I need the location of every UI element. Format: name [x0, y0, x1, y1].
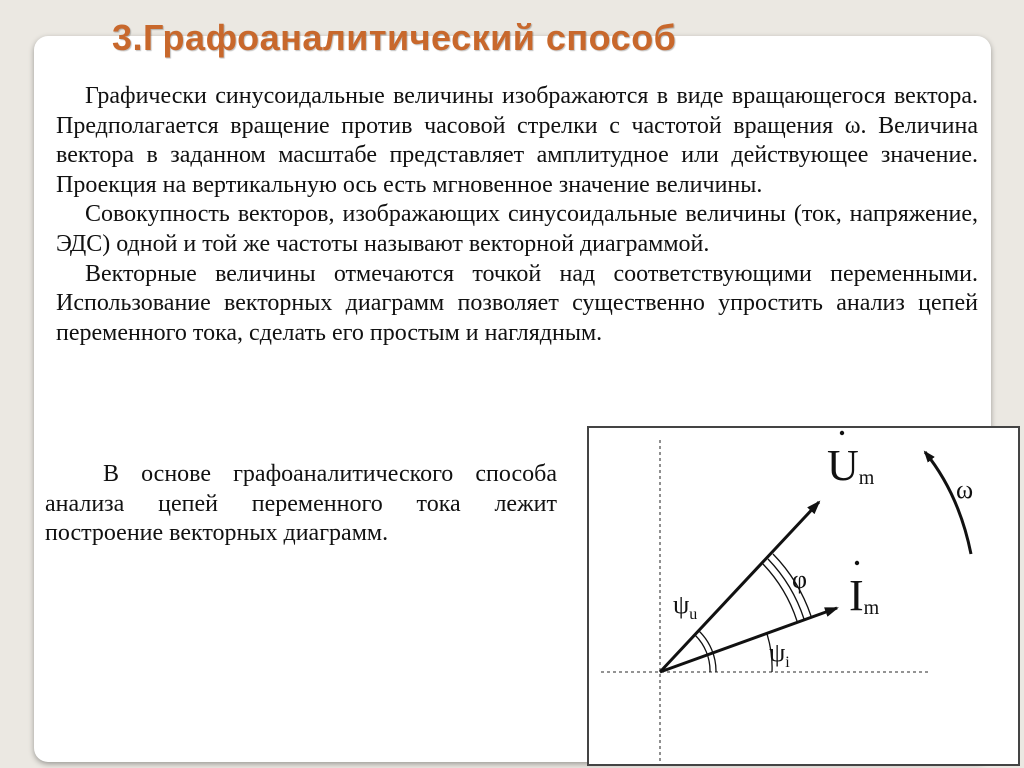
psi-u-symbol: ψ [673, 590, 690, 619]
voltage-subscript: m [858, 467, 875, 489]
voltage-symbol: U [827, 441, 859, 490]
current-subscript: m [863, 597, 880, 619]
psi-u-label [673, 590, 697, 623]
vector-diagram [587, 426, 1020, 766]
current-symbol: I [849, 571, 864, 620]
current-vector-label [849, 571, 880, 620]
psi-i-subscript: i [785, 654, 790, 671]
current-phasor-dot [855, 561, 859, 565]
slide-title: 3.Графоаналитический способ [112, 17, 677, 58]
paragraph-vector-notation: Векторные величины отмечаются точкой над соответствующими переменными. Использование векторных диаграмм позволяет существенно упростить анализ цепей переменного тока, сделать его простым и наглядным. [56, 260, 978, 346]
voltage-phasor-dot [840, 431, 844, 435]
paragraph-rotating-vector: Графически синусоидальные величины изображаются в виде вращающегося вектора. Предполагается вращение против часовой стрелки с частотой вращения ω. Величина вектора в заданном масштабе представляет амплитудное или действующее значение. Проекция на вертикальную ось есть мгновенное значение величины. [56, 83, 978, 198]
paragraph-vector-diagram-definition: Совокупность векторов, изображающих синусоидальные величины (ток, напряжение, ЭДС) одной и той же частоты называют векторной диаграммой. [56, 201, 978, 257]
voltage-vector-label [827, 441, 875, 490]
vector-diagram-canvas [589, 428, 1022, 768]
phi-label: φ [792, 565, 808, 594]
psi-i-label [769, 638, 790, 671]
omega-label: ω [956, 475, 974, 504]
psi-u-subscript: u [689, 606, 698, 623]
side-text-graphoanalytic-basis: В основе графоаналитического способа анализа цепей переменного тока лежит построение векторных диаграмм. [45, 461, 557, 546]
main-text-block [56, 82, 978, 348]
psi-i-symbol: ψ [769, 638, 786, 667]
